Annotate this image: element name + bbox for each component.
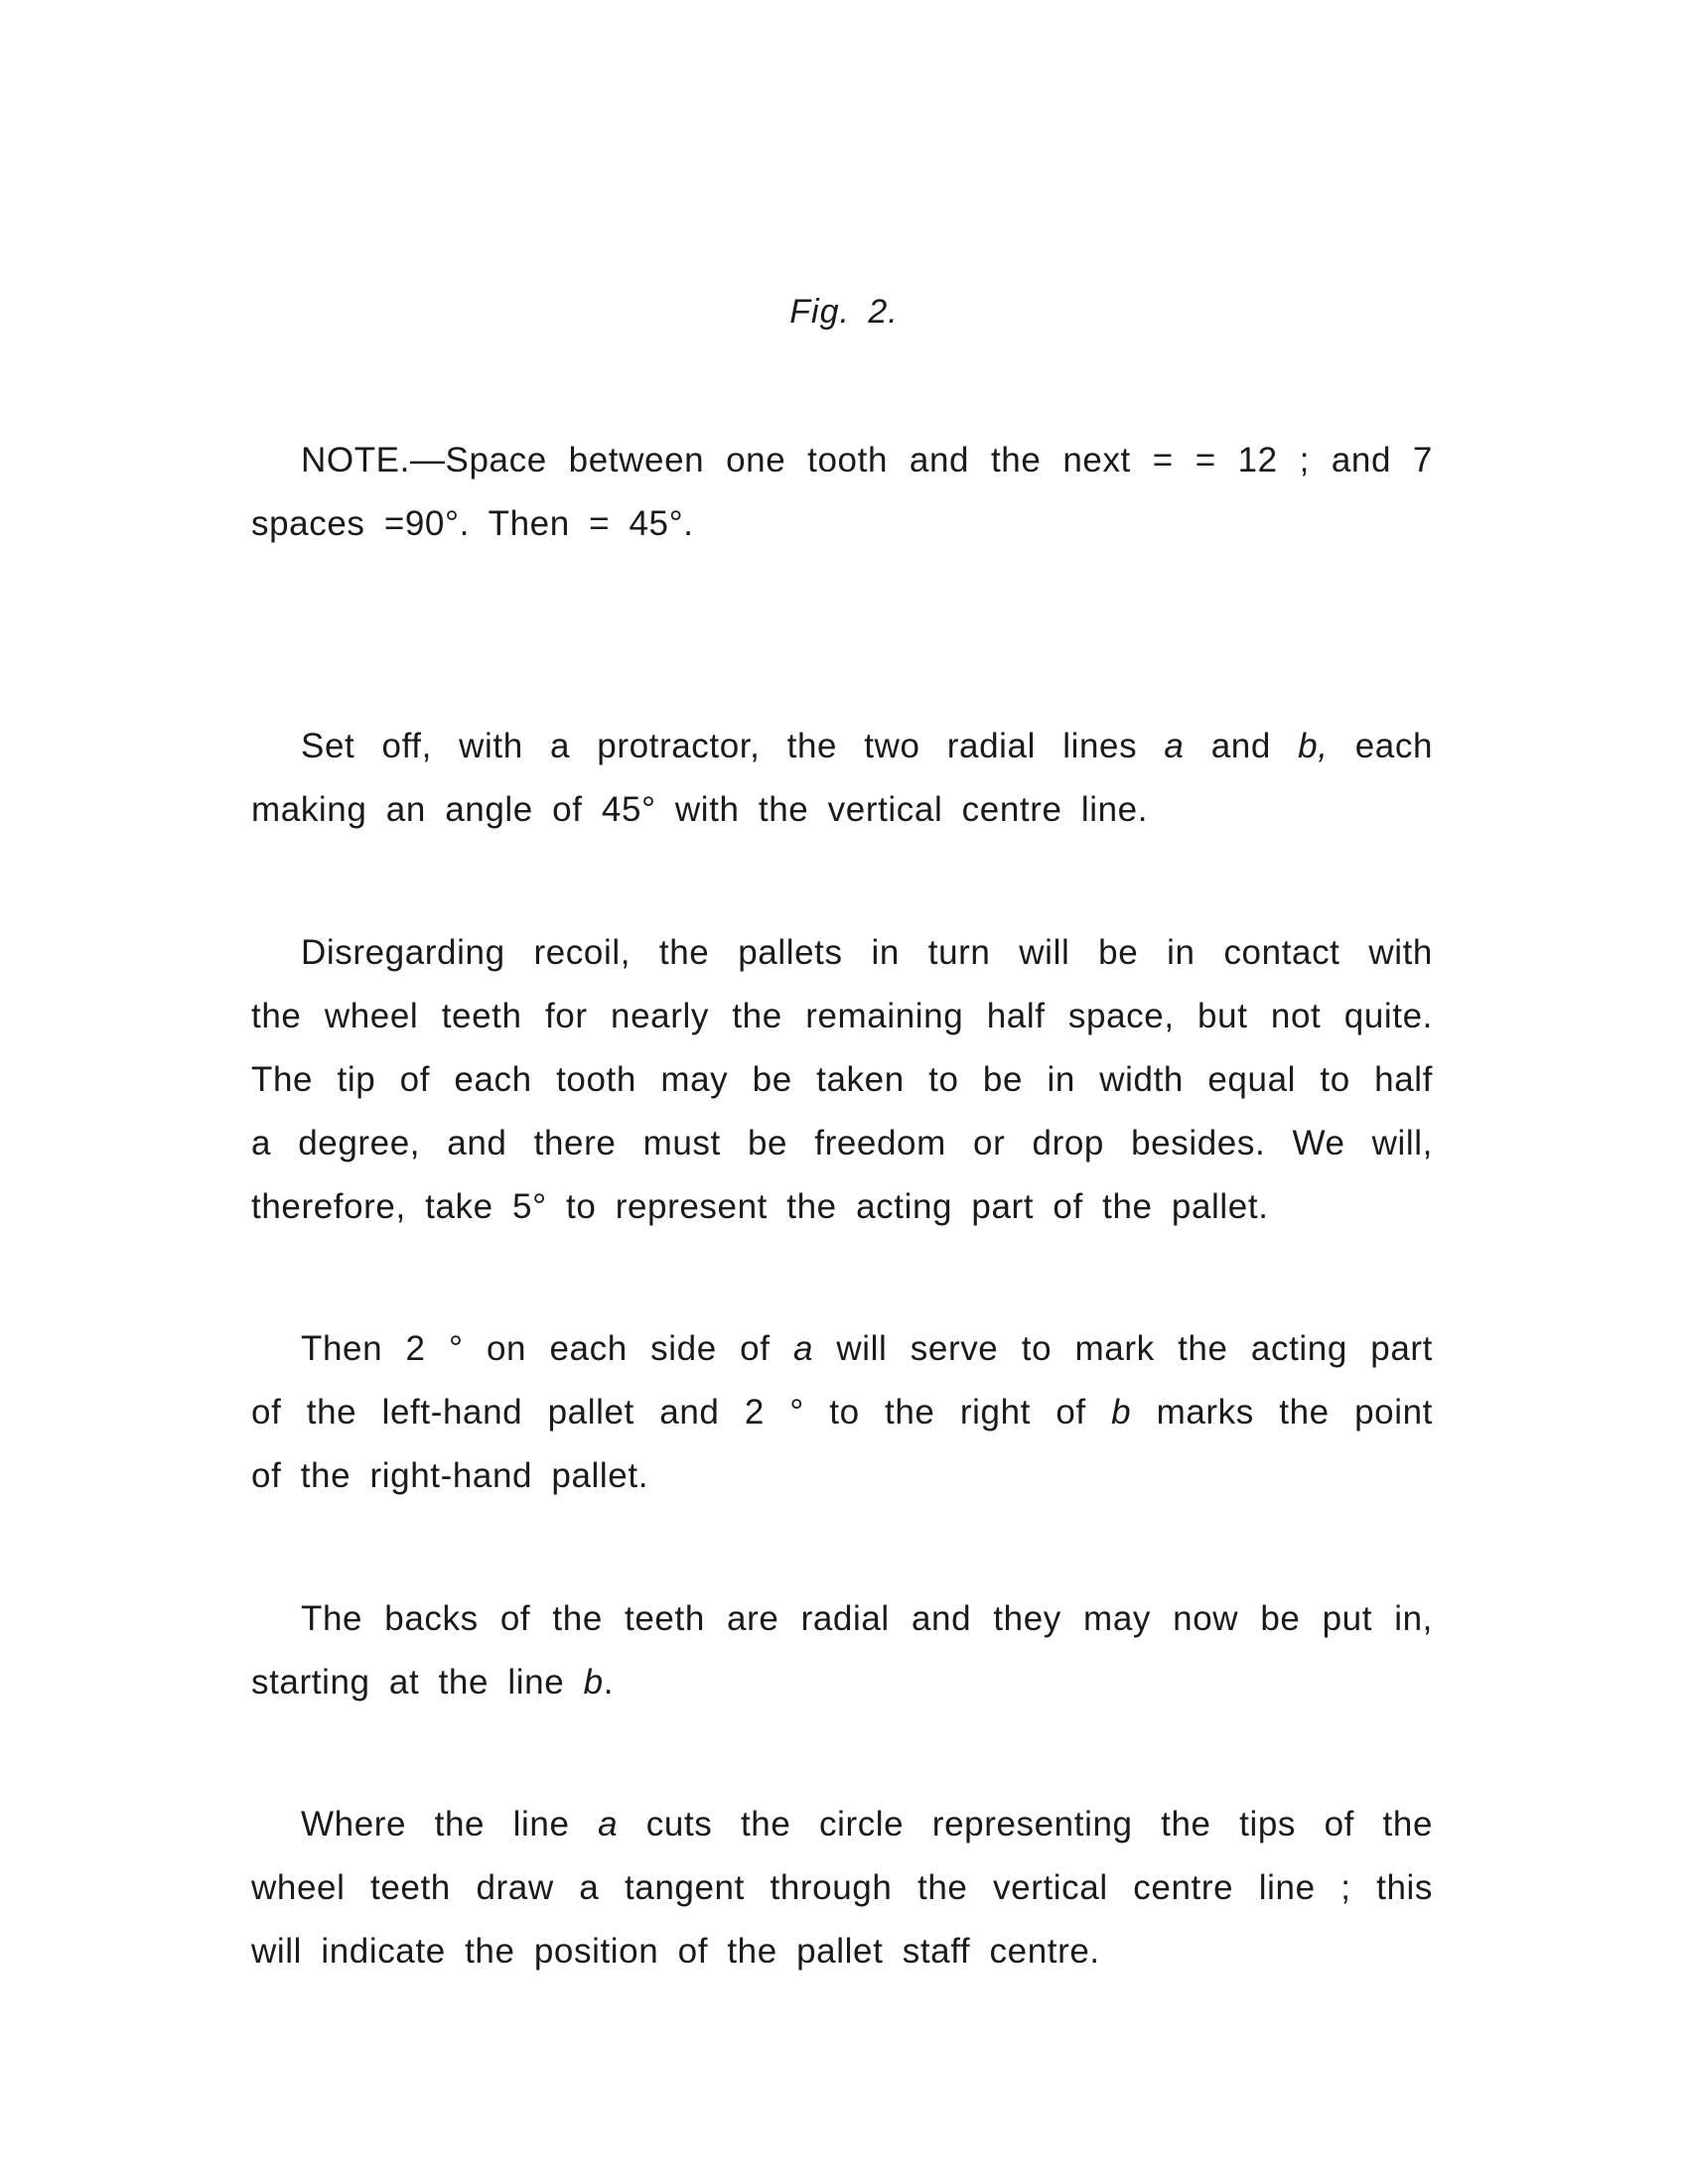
figure-caption: Fig. 2.: [789, 293, 899, 331]
then-paragraph: [251, 1317, 1433, 1508]
protractor-line-2: making an angle of 45° with the vertical centre line.: [251, 790, 1149, 829]
line-a-label: a: [598, 1805, 619, 1843]
recoil-line-4: a degree, and there must be freedom or drop besides. We will,: [251, 1124, 1433, 1162]
protractor-paragraph: [251, 715, 1433, 842]
note-paragraph: [251, 429, 1433, 556]
backs-text: starting at the line: [251, 1663, 565, 1702]
where-line-2: wheel teeth draw a tangent through the vertical centre line ; this: [251, 1868, 1433, 1907]
then-text: will serve to mark the acting part: [836, 1329, 1434, 1368]
protractor-text: and: [1210, 727, 1271, 765]
then-line-2: [251, 1381, 1433, 1444]
note-line-2: spaces =90°. Then = 45°.: [251, 504, 694, 543]
where-line-1: [251, 1793, 1433, 1856]
recoil-line-1: Disregarding recoil, the pallets in turn will be in contact with: [301, 933, 1433, 972]
line-b-label: b: [1111, 1393, 1132, 1432]
then-text: marks the point: [1156, 1393, 1434, 1432]
where-paragraph: [251, 1793, 1433, 1983]
then-line-3: of the right-hand pallet.: [251, 1456, 649, 1495]
line-a-label: a: [792, 1329, 814, 1368]
where-line-3: will indicate the position of the pallet staff centre.: [251, 1932, 1100, 1971]
protractor-text: each: [1354, 727, 1434, 765]
backs-paragraph: [251, 1587, 1433, 1714]
note-line-1: NOTE.—Space between one tooth and the next = = 12 ; and 7: [301, 441, 1433, 479]
backs-line-1: The backs of the teeth are radial and they may now be put in,: [301, 1599, 1433, 1638]
then-line-1: [251, 1317, 1433, 1381]
protractor-line-1: [251, 715, 1433, 778]
line-b-label: b,: [1298, 727, 1329, 765]
then-text: Then 2 ° on each side of: [301, 1329, 771, 1368]
recoil-paragraph: [251, 921, 1433, 1239]
where-text: Where the line: [301, 1805, 570, 1843]
recoil-line-3: The tip of each tooth may be taken to be in width equal to half: [251, 1060, 1433, 1099]
where-text: cuts the circle representing the tips of the: [645, 1805, 1434, 1843]
recoil-line-2: the wheel teeth for nearly the remaining half space, but not quite.: [251, 997, 1433, 1035]
backs-text: .: [603, 1663, 615, 1702]
protractor-text: Set off, with a protractor, the two radial lines: [301, 727, 1138, 765]
line-b-label: b: [583, 1663, 604, 1702]
backs-line-2: [251, 1651, 1433, 1714]
then-text: of the left-hand pallet and 2 ° to the right of: [251, 1393, 1086, 1432]
recoil-line-5: therefore, take 5° to represent the acting part of the pallet.: [251, 1187, 1269, 1226]
line-a-label: a: [1164, 727, 1185, 765]
